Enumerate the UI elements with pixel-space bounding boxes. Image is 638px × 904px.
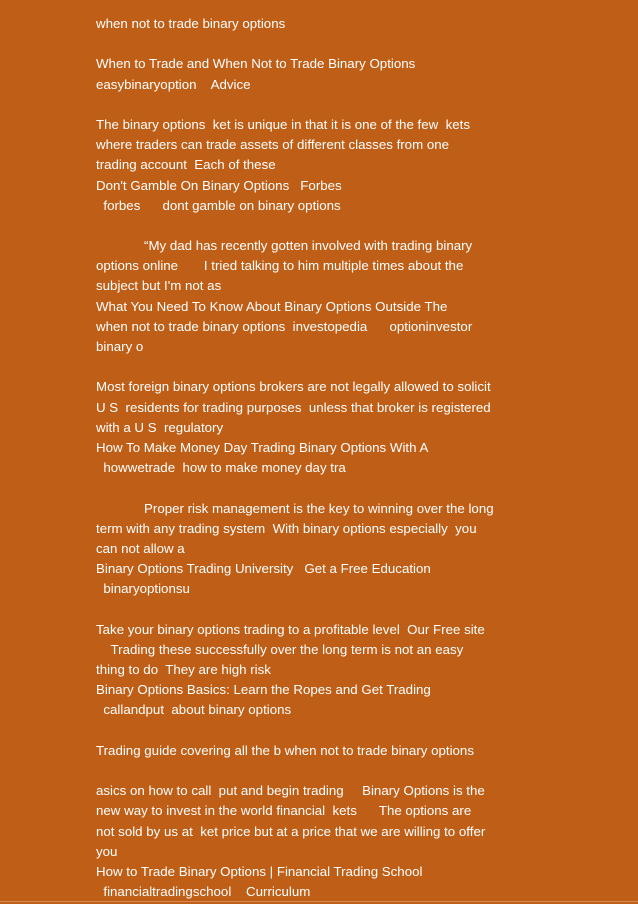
text-line: callandput about binary options: [96, 702, 292, 718]
text-line: when not to trade binary options investopedia optioninvestor: [96, 318, 473, 334]
text-line: Binary Options Basics: Learn the Ropes and Get Trading: [96, 682, 431, 698]
text-line: Trading these successfully over the long term is not an easy: [96, 641, 464, 657]
text-line: howwetrade how to make money day tra: [96, 460, 346, 476]
text-line: trading account Each of these: [96, 157, 276, 173]
text-line: binary o: [96, 339, 144, 354]
blank-line: [96, 599, 546, 619]
text-line: not sold by us at ket price but at a price that we are willing to offer: [96, 823, 486, 839]
text-line: asics on how to call put and begin trading Binary Options is the: [96, 783, 485, 799]
text-line: “My dad has recently gotten involved with trading binary: [96, 238, 473, 254]
text-line: options online I tried talking to him multiple times about the: [96, 258, 464, 274]
blank-line: [96, 478, 546, 498]
page-bottom-divider: [0, 901, 638, 902]
blank-line: [96, 95, 546, 115]
blank-line: [96, 357, 546, 377]
text-line: Take your binary options trading to a profitable level Our Free site: [96, 621, 485, 637]
text-line: Most foreign binary options brokers are not legally allowed to solicit: [96, 379, 491, 395]
text-line: Proper risk management is the key to winning over the long: [96, 500, 494, 516]
text-line: when not to trade binary options: [96, 16, 286, 31]
text-line: Binary Options Trading University Get a Free Education: [96, 561, 431, 577]
text-line: binaryoptionsu: [96, 581, 190, 597]
text-line: new way to invest in the world financial kets The options are: [96, 803, 472, 819]
text-line: term with any trading system With binary options especially you: [96, 520, 477, 536]
text-line: The binary options ket is unique in that it is one of the few kets: [96, 116, 471, 132]
text-line: How To Make Money Day Trading Binary Options With A: [96, 439, 429, 455]
blank-line: [96, 761, 546, 781]
text-line: subject but I'm not as: [96, 278, 222, 294]
document-body: [96, 14, 546, 902]
text-line: Trading guide covering all the b when not to trade binary options: [96, 742, 474, 758]
text-line: easybinaryoption Advice: [96, 76, 251, 92]
text-line: What You Need To Know About Binary Options Outside The: [96, 298, 448, 314]
text-line: forbes dont gamble on binary options: [96, 197, 341, 213]
text-line: U S residents for trading purposes unless that broker is registered: [96, 399, 491, 415]
text-line: When to Trade and When Not to Trade Binary Options: [96, 56, 416, 72]
text-line: where traders can trade assets of different classes from one: [96, 137, 450, 153]
text-line: How to Trade Binary Options | Financial Trading School: [96, 863, 423, 879]
text-line: can not allow a: [96, 540, 185, 556]
text-line: with a U S regulatory: [96, 419, 224, 435]
text-line: Don't Gamble On Binary Options Forbes: [96, 177, 342, 193]
text-line: financialtradingschool Curriculum: [96, 884, 311, 900]
text-line: thing to do They are high risk: [96, 662, 271, 677]
blank-line: [96, 216, 546, 236]
blank-line: [96, 721, 546, 741]
text-line: you: [96, 843, 118, 859]
blank-line: [96, 34, 546, 54]
